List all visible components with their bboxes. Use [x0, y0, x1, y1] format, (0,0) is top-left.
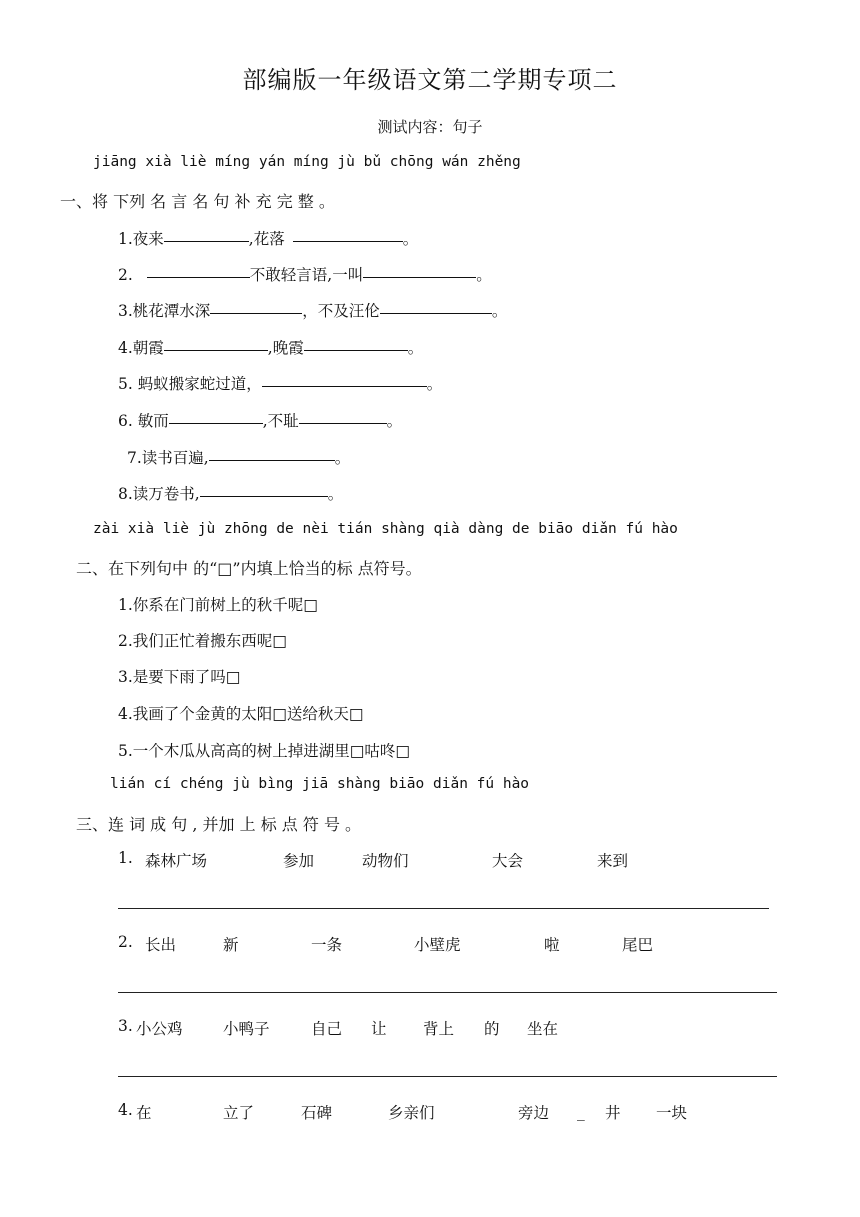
section3-pinyin: lián cí chéng jù bìng jiā shàng biāo diǎn fú hào [110, 776, 530, 792]
answer-blank[interactable] [164, 349, 268, 351]
question-number: 1. [118, 849, 133, 867]
answer-blank[interactable] [147, 276, 250, 278]
question-number: 2. [118, 933, 133, 951]
word-card: 自己 [311, 1020, 343, 1038]
item-text: 不敢轻言语,一叫 [249, 266, 364, 284]
word-card: 旁边 [518, 1104, 550, 1122]
answer-blank[interactable] [262, 385, 427, 387]
list-item: 3.是要下雨了吗□ [118, 668, 241, 686]
section2-heading: 二、在下列句中 的“□”内填上恰当的标 点符号。 [76, 559, 422, 578]
word-card: 坐在 [527, 1020, 559, 1038]
word-card: 啦 [544, 936, 560, 954]
item-text: 。 [476, 266, 492, 284]
section3-heading: 三、连 词 成 句 , 并加 上 标 点 符 号 。 [76, 815, 362, 834]
word-card: 动物们 [362, 852, 409, 870]
answer-line[interactable] [118, 908, 769, 909]
section1-heading: 一、将 下列 名 言 名 句 补 充 完 整 。 [60, 192, 335, 211]
word-card: 的 [484, 1020, 500, 1038]
item-text: ,晚霞 [267, 339, 304, 357]
list-item [127, 446, 350, 468]
item-text: 。 [327, 485, 344, 503]
item-text: 7.读书百遍, [127, 449, 209, 467]
item-text: 。 [386, 412, 403, 430]
list-item [118, 336, 423, 358]
answer-blank[interactable] [210, 312, 302, 314]
item-text: ，不及汪伦 [302, 302, 380, 320]
item-text: 4.朝霞 [118, 339, 164, 357]
answer-blank[interactable] [200, 495, 328, 497]
word-card: 新 [223, 936, 239, 954]
item-text: 2. [118, 266, 133, 284]
list-item [118, 263, 492, 285]
list-item [118, 482, 343, 504]
item-text: 。 [491, 302, 508, 320]
answer-blank[interactable] [380, 312, 492, 314]
list-item: 4.我画了个金黄的太阳□送给秋天□ [118, 705, 364, 723]
list-item: 2.我们正忙着搬东西呢□ [118, 632, 287, 650]
word-card: 尾巴 [622, 936, 654, 954]
word-card: 石碑 [301, 1104, 333, 1122]
page-subtitle: 测试内容：句子 [377, 118, 483, 136]
item-text: 8.读万卷书, [118, 485, 200, 503]
answer-line[interactable] [118, 992, 777, 993]
answer-blank[interactable] [363, 276, 476, 278]
list-item [118, 227, 418, 249]
word-card: 在 [136, 1104, 152, 1122]
answer-line[interactable] [118, 1076, 777, 1077]
item-text: 6. 敏而 [118, 412, 169, 430]
word-card: 长出 [145, 936, 177, 954]
word-card: 小鸭子 [223, 1020, 270, 1038]
answer-blank[interactable] [299, 422, 387, 424]
word-card: 背上 [423, 1020, 455, 1038]
page-title: 部编版一年级语文第二学期专项二 [242, 66, 618, 94]
word-card: 小公鸡 [136, 1020, 183, 1038]
word-card: 一条 [311, 936, 343, 954]
word-card: 立了 [223, 1104, 255, 1122]
item-text: 。 [407, 339, 424, 357]
word-card: 参加 [283, 852, 315, 870]
list-item: 1.你系在门前树上的秋千呢□ [118, 596, 318, 614]
list-item [118, 299, 507, 321]
word-card: 乡亲们 [388, 1104, 435, 1122]
question-number: 3. [118, 1017, 133, 1035]
item-text: 1.夜来 [118, 230, 164, 248]
item-text: 。 [334, 449, 351, 467]
item-text: 3.桃花潭水深 [118, 302, 211, 320]
item-text: 。 [402, 230, 419, 248]
answer-blank[interactable] [169, 422, 263, 424]
word-card: 让 [371, 1020, 387, 1038]
answer-blank[interactable] [304, 349, 408, 351]
item-text: 。 [426, 375, 443, 393]
word-card: 大会 [492, 852, 524, 870]
list-item [118, 372, 442, 394]
word-card: 一块 [656, 1104, 688, 1122]
list-item: 5.一个木瓜从高高的树上掉进湖里□咕咚□ [118, 742, 411, 760]
question-number: 4. [118, 1101, 133, 1119]
answer-blank[interactable] [209, 459, 335, 461]
section1-pinyin: jiāng xià liè míng yán míng jù bǔ chōng wán zhěng [93, 154, 521, 170]
item-text: 5. 蚂蚁搬家蛇过道， [118, 375, 262, 393]
answer-blank[interactable] [164, 240, 249, 242]
item-text: ,不耻 [262, 412, 299, 430]
answer-blank[interactable] [293, 240, 403, 242]
word-card: 森林广场 [145, 852, 208, 870]
word-card: _ [577, 1103, 585, 1121]
word-card: 来到 [597, 852, 629, 870]
word-card: 井 [605, 1104, 621, 1122]
item-text: ,花落 [248, 230, 285, 248]
section2-pinyin: zài xià liè jù zhōng de nèi tián shàng qià dàng de biāo diǎn fú hào [93, 521, 678, 537]
list-item [118, 409, 402, 431]
word-card: 小壁虎 [414, 936, 461, 954]
